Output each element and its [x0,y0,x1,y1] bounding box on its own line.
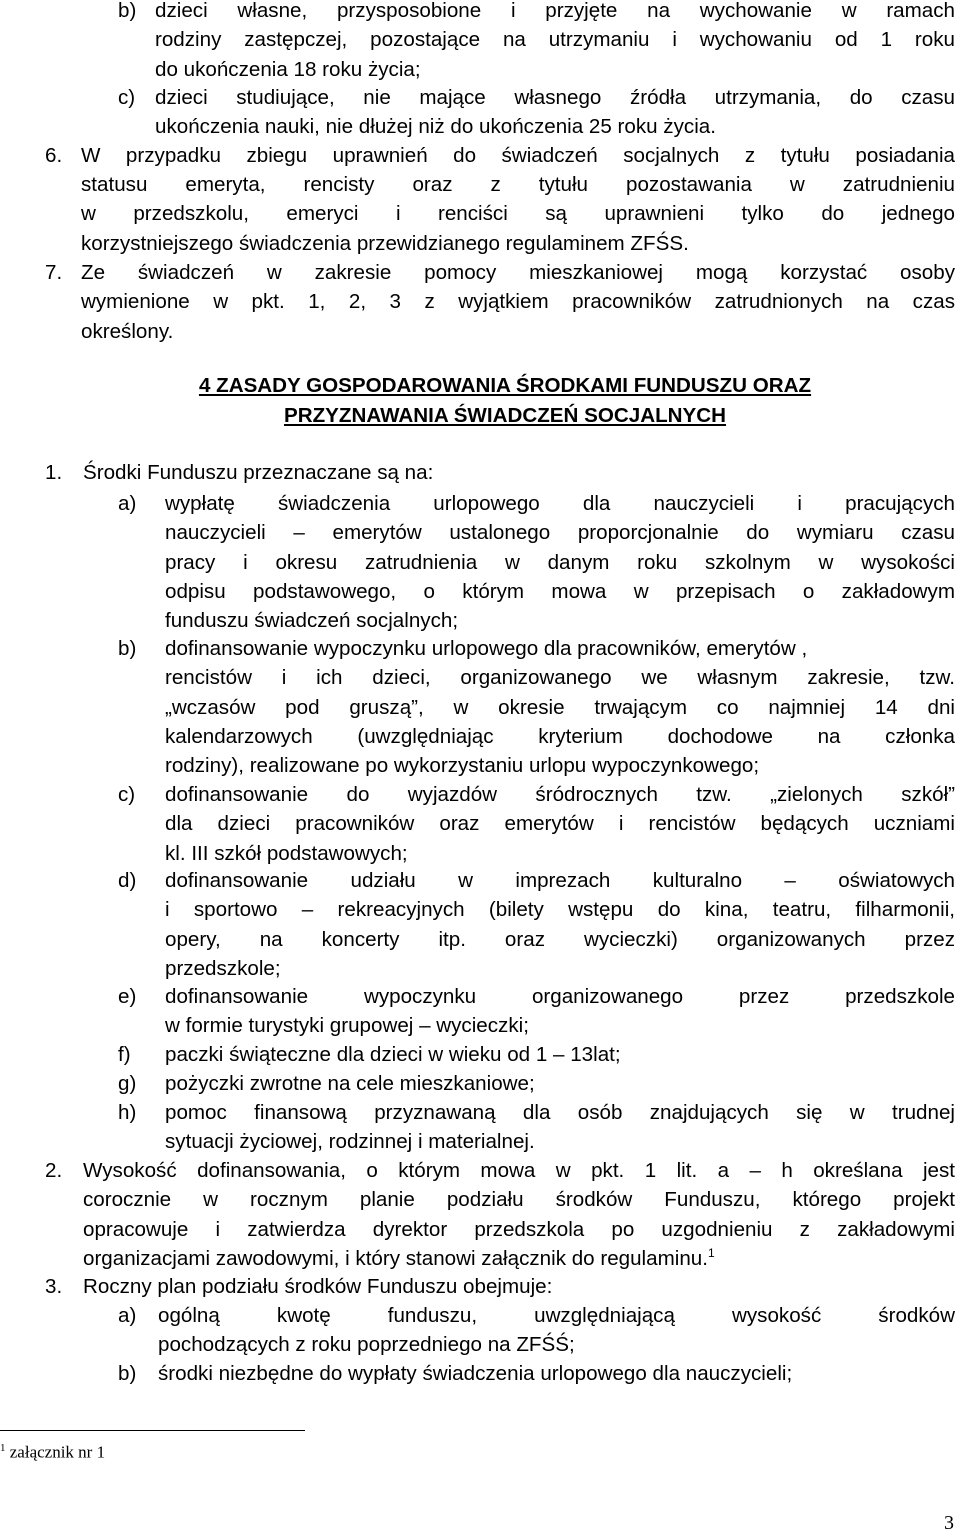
list-label: c) [118,783,136,806]
text-line: corocznie w rocznym planie podziału środków Funduszu, którego projekt [83,1188,955,1212]
text-line: W przypadku zbiegu uprawnień do świadczeń socjalnych z tytułu posiadania [81,144,955,167]
point-6-body [81,170,955,258]
heading-line: 4 ZASADY GOSPODAROWANIA ŚRODKAMI FUNDUSZU ORAZ [198,374,812,397]
list-label: h) [118,1101,137,1124]
footnote-reference[interactable]: 1 [707,1246,715,1261]
footnote-marker: 1 [0,1442,6,1454]
list-item-a [165,489,955,635]
text-line [83,1244,955,1273]
list-item-b-plan [158,1359,955,1388]
text-line: dzieci własne, przysposobione i przyjęte na wychowanie w ramach [155,0,955,22]
point-number: 2. [45,1159,63,1182]
text-line: środki niezbędne do wypłaty świadczenia urlopowego dla nauczycieli; [158,1362,793,1385]
text-line: odpisu podstawowego, o którym mowa w przepisach o zakładowym [165,579,955,603]
text-line: dofinansowanie do wyjazdów śródrocznych tzw. „zielonych szkół” [165,783,955,806]
text-line: określony. [81,319,174,343]
list-label: g) [118,1072,137,1095]
text-line: w formie turystyki grupowej – wycieczki; [165,1014,529,1038]
list-item-f [165,1040,955,1069]
text-line: rencistów i ich dzieci, organizowanego we własnym zakresie, tzw. [165,666,955,690]
text-line: pracy i okresu zatrudnienia w danym roku szkolnym w wysokości [165,550,955,574]
list-item-d [165,866,955,983]
text-line: korzystniejszego świadczenia przewidzianego regulaminem ZFŚS. [81,231,689,255]
text-line: kl. III szkół podstawowych; [165,841,408,865]
list-label: b) [118,1362,137,1385]
text-line: rodziny zastępczej, pozostające na utrzymaniu i wychowaniu od 1 roku [155,28,955,52]
text-line: dofinansowanie wypoczynku urlopowego dla pracowników, emerytów , [165,637,808,660]
text-line: pochodzących z roku poprzedniego na ZFŚŚ; [158,1333,575,1357]
point-number: 6. [45,144,63,167]
point-2 [83,1156,955,1273]
text-line: pomoc finansową przyznawaną dla osób znajdujących się w trudnej [165,1101,955,1124]
list-item-g [165,1069,955,1098]
text-line: do ukończenia 18 roku życia; [155,57,421,81]
list-label: d) [118,869,137,892]
text-line-content: organizacjami zawodowymi, i który stanowi załącznik do regulaminu. [83,1246,708,1270]
point-7 [81,258,955,346]
list-item-h [165,1098,955,1157]
text-line: wypłatę świadczenia urlopowego dla nauczycieli i pracujących [165,492,955,515]
list-label: b) [118,0,137,22]
list-item-e [165,982,955,1041]
list-item-b-top [155,0,955,84]
text-line: sytuacji życiowej, rodzinnej i materialnej. [165,1130,535,1154]
list-item-c [165,780,955,868]
point-intro: Środki Funduszu przeznaczane są na: [83,461,434,484]
text-line: ukończenia nauki, nie dłużej niż do ukończenia 25 roku życia. [155,115,716,139]
footnote [0,1442,105,1463]
text-line: funduszu świadczeń socjalnych; [165,609,459,633]
text-line: statusu emeryta, rencisty oraz z tytułu pozostawania w zatrudnieniu [81,173,955,196]
list-label: e) [118,985,137,1008]
point-6 [81,141,955,170]
text-line: nauczycieli – emerytów ustalonego proporcjonalnie do wymiaru czasu [165,521,955,545]
list-label: a) [118,1304,137,1327]
list-label: c) [118,86,136,109]
page-number: 3 [944,1512,954,1534]
text-line: przedszkole; [165,956,281,980]
list-item-b [165,634,955,780]
text-line: Ze świadczeń w zakresie pomocy mieszkaniowej mogą korzystać osoby [81,261,955,284]
text-line: dzieci studiujące, nie mające własnego źródła utrzymania, do czasu [155,86,955,109]
list-label: b) [118,637,137,660]
text-line: w przedszkolu, emeryci i renciści są uprawnieni tylko do jednego [81,202,955,226]
section-heading [105,371,905,431]
text-line: Wysokość dofinansowania, o którym mowa w pkt. 1 lit. a – h określana jest [83,1159,955,1182]
heading-line: PRZYZNAWANIA ŚWIADCZEŃ SOCJALNYCH [283,404,726,427]
list-label: f) [118,1043,131,1066]
footnote-separator [0,1430,305,1431]
text-line: rodziny), realizowane po wykorzystaniu urlopu wypoczynkowego; [165,754,760,778]
text-line: kalendarzowych (uwzględniając kryterium dochodowe na członka [165,724,955,748]
text-line: paczki świąteczne dla dzieci w wieku od 1 – 13lat; [165,1043,621,1066]
point-number: 1. [45,461,63,484]
text-line: ogólną kwotę funduszu, uwzględniającą wysokość środków [158,1304,955,1327]
list-item-a-plan [158,1301,955,1360]
text-line: dla dzieci pracowników oraz emerytów i rencistów będących uczniami [165,812,955,836]
text-line: pożyczki zwrotne na cele mieszkaniowe; [165,1072,535,1095]
point-number: 3. [45,1275,63,1298]
text-line: „wczasów pod gruszą”, w okresie trwającym co najmniej 14 dni [165,695,955,719]
footnote-text: załącznik nr 1 [9,1442,106,1462]
point-intro: Roczny plan podziału środków Funduszu obejmuje: [83,1275,553,1298]
text-line: opracowuje i zatwierdza dyrektor przedszkola po uzgodnieniu z zakładowymi [83,1217,955,1241]
text-line: dofinansowanie udziału w imprezach kulturalno – oświatowych [165,869,955,892]
text-line: dofinansowanie wypoczynku organizowanego przez przedszkole [165,985,955,1008]
list-item-c-top [155,83,955,142]
text-line: i sportowo – rekreacyjnych (bilety wstępu do kina, teatru, filharmonii, [165,898,955,922]
text-line: opery, na koncerty itp. oraz wycieczki) organizowanych przez [165,927,955,951]
point-number: 7. [45,261,63,284]
list-label: a) [118,492,137,515]
text-line: wymienione w pkt. 1, 2, 3 z wyjątkiem pracowników zatrudnionych na czas [81,290,955,314]
